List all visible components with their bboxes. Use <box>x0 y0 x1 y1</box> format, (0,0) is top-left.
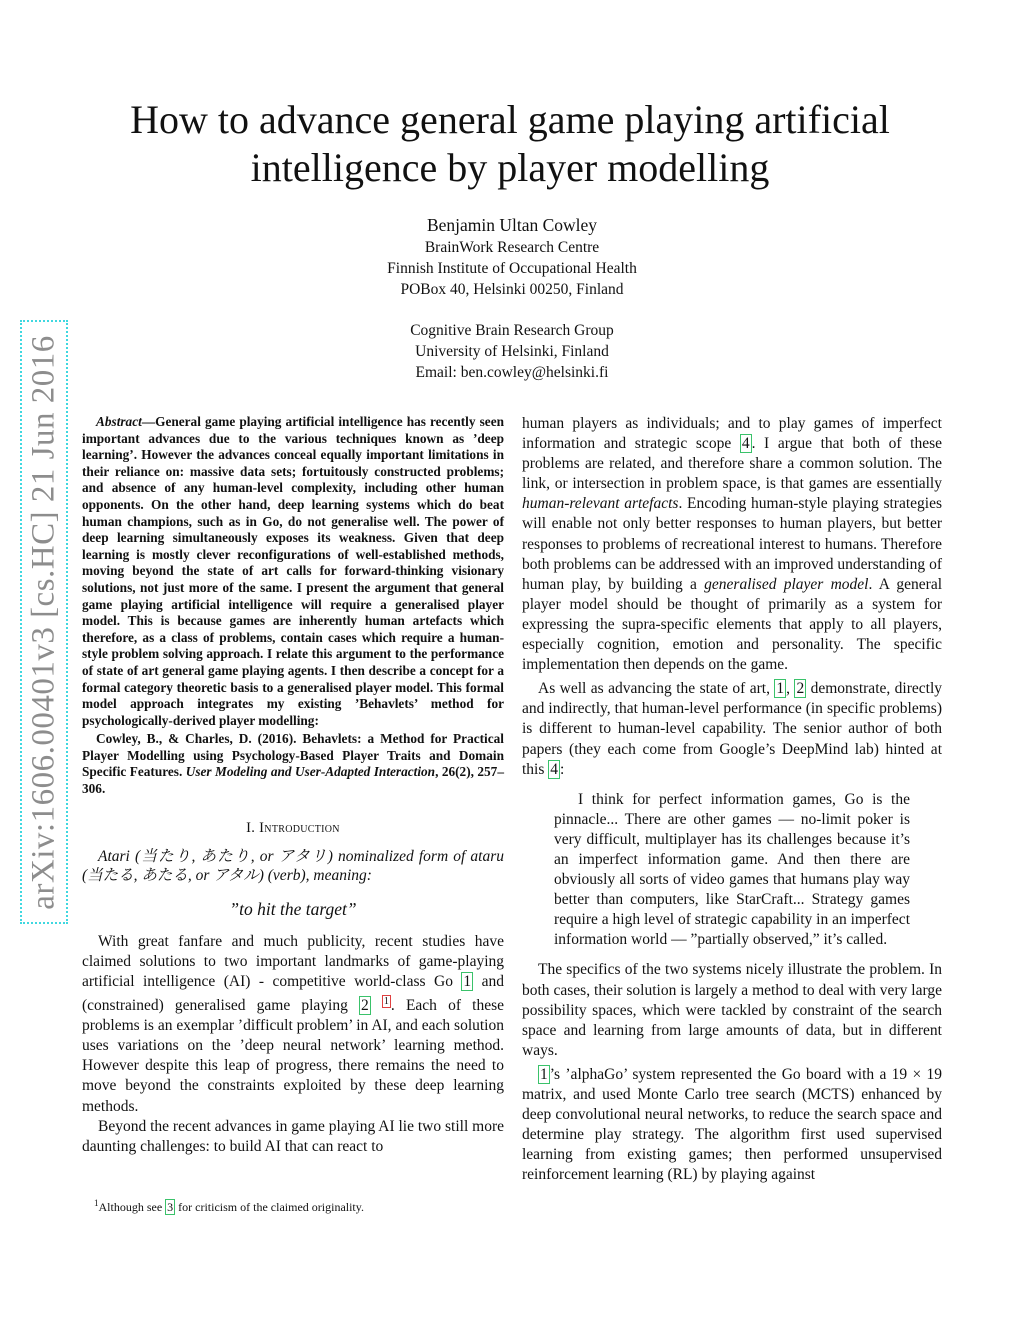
citation-link[interactable]: 2 <box>361 997 369 1015</box>
affiliation-1-line-2: Finnish Institute of Occupational Health <box>387 260 637 277</box>
epigraph-definition: Atari (当たり, あたり, or アタリ) nominalized form of ataru (当たる, あたる, or アタル) (verb), meaning: <box>82 847 504 884</box>
footnote-text-a: Although see <box>98 1200 166 1214</box>
epigraph-quote: ”to hit the target” <box>229 898 357 919</box>
citation-link[interactable]: 4 <box>741 435 750 453</box>
footnote-link[interactable]: 1 <box>383 995 389 1007</box>
citation-link[interactable]: 4 <box>550 760 559 778</box>
footnote-mark: 1 <box>94 1198 99 1208</box>
abstract-text: —General game playing artificial intelligence has recently seen important advances due to the various techniques known as ’deep learning’. However the advances conceal equally important limitations in their reliance on: massive data sets; fortuitously constructed problems; and absence of any human-level complexity, including other human opponents. On the other hand, deep learning systems which do beat human champions, such as in Go, do not generalise well. The power of deep learning simultaneously exposes its weakness. Given that deep learning is mostly clever reconfigurations of well-established methods, moving beyond the state of art calls for forward-thinking visionary solutions, not just more of the same. I present the argument that general game playing artificial intelligence will require a generalised player model. This is because games are inherently human artefacts which therefore, as a class of problems, contain cases which require a human-style problem solving approach. I relate this argument to the performance of state of art general game playing agents. I then describe a concept for a formal category theoretic basis to a generalised player model. This formal model approach integrates my existing ’Behavlets’ method for psychologically-derived player modelling: <box>82 414 504 728</box>
affiliation-1-line-1: BrainWork Research Centre <box>424 239 600 256</box>
abstract-ref-journal: User Modeling and User-Adapted Interaction <box>185 764 436 780</box>
right-p2-part-c: demonstrate, directly and indirectly, that human-level performance (in specific problems) is different to human-level capability. The senior author of both papers (they each come from Google’s DeepMind lab) hinted at this <box>522 680 943 778</box>
abstract-ref-tail: , 26(2), 257–306. <box>82 764 504 797</box>
intro-paragraph-1 <box>82 932 504 1117</box>
author-block <box>212 213 812 383</box>
affiliation-2-line-2: University of Helsinki, Finland <box>415 343 609 360</box>
author-email[interactable]: Email: ben.cowley@helsinki.fi <box>415 364 609 381</box>
affiliation-2-line-1: Cognitive Brain Research Group <box>410 322 614 339</box>
section-number: I. <box>246 819 256 836</box>
abstract-reference <box>82 731 504 797</box>
arxiv-identifier: arXiv:1606.00401v3 [cs.HC] 21 Jun 2016 <box>25 334 62 910</box>
intro-p1-part-c: . Each of these problems is an exemplar ’difficult problem’ in AI, and each solution uses variations on the ’deep neural network’ learning method. However despite this leap of progress, there remains the need to move beyond the constraints exploited by these deep learning methods. <box>82 997 504 1115</box>
left-column <box>82 414 504 1157</box>
right-paragraph-2 <box>522 679 942 779</box>
right-paragraph-3: The specifics of the two systems nicely illustrate the problem. In both cases, their solution is largely a method to deal with very large possibility spaces, which were tackled by constraint of the search space and learning from large amounts of data, but in different ways. <box>522 961 942 1059</box>
paper-title <box>90 96 930 192</box>
intro-p1-part-a: With great fanfare and much publicity, recent studies have claimed solutions to two important landmarks of game-playing artificial intelligence (AI) - competitive world-class Go <box>82 932 504 990</box>
right-p4-part-a: ’s ’alphaGo’ system represented the Go board with a 19 × 19 matrix, and used Monte Carlo tree search (MCTS) enhanced by deep convolutional neural networks, to reduce the search space and determine play strategy. The algorithm first used supervised learning from existing games; then performed unsupervised reinforcement learning (RL) by playing against <box>522 1065 942 1184</box>
right-p1-part-d: . A general player model should be thought of primarily as a system for expressing the supra-specific elements that apply to all players, especially cognition, emotion and personality. The specific implementation then depends on the game. <box>522 575 943 674</box>
emphasis-generalised-player-model: generalised player model <box>704 575 869 593</box>
right-p2-part-a: As well as advancing the state of art, <box>538 680 775 698</box>
affiliation-1-line-3: POBox 40, Helsinki 00250, Finland <box>400 281 624 298</box>
right-p2-part-d: : <box>560 760 565 778</box>
right-p1-part-c: . Encoding human-style playing strategies will enable not only better responses to human players, but better responses to problems of recreational interest to humans. Therefore both problems can be addressed with an improved understanding of human play, by building a <box>522 495 942 593</box>
citation-link[interactable]: 2 <box>796 680 805 698</box>
right-column <box>522 414 942 1185</box>
right-p2-part-b: , <box>786 680 795 698</box>
footnote-text-b: for criticism of the claimed originality. <box>175 1200 364 1214</box>
right-p1-part-b: . I argue that both of these problems are related, and therefore share a common solution. The link, or intersection in problem space, is that games are essentially <box>522 435 942 493</box>
block-quote: I think for perfect information games, Go is the pinnacle... There are other games — no-limit poker is very difficult, multiplayer has its challenges because it’s an imperfect information game. And then there are obviously all sorts of video games that humans play way better than computers, like StarCraft... Strategy games require a high level of strategic capability in an imperfect information world — ”partially observed,” it’s called. <box>554 790 910 949</box>
section-heading-introduction <box>82 820 504 837</box>
arxiv-sidebar-stamp <box>20 320 68 924</box>
citation-link[interactable]: 1 <box>463 972 472 990</box>
right-paragraph-1 <box>522 414 942 675</box>
affiliation-spacer <box>212 300 812 320</box>
right-paragraph-4 <box>522 1065 942 1186</box>
title-line-2: intelligence by player modelling <box>250 145 770 190</box>
abstract <box>82 414 504 729</box>
emphasis-human-relevant-artefacts: human-relevant artefacts <box>522 495 679 513</box>
citation-link[interactable]: 1 <box>540 1065 548 1083</box>
title-line-1: How to advance general game playing artificial <box>130 97 890 142</box>
intro-p1-part-b: and (constrained) generalised game playing <box>82 972 504 1015</box>
footnote <box>82 1196 504 1215</box>
section-title: Introduction <box>259 819 340 836</box>
right-p1-part-a: human players as individuals; and to play games of imperfect information and strategic scope <box>522 415 942 453</box>
author-name: Benjamin Ultan Cowley <box>426 215 598 235</box>
intro-paragraph-2: Beyond the recent advances in game playing AI lie two still more daunting challenges: to build AI that can react to <box>82 1117 504 1155</box>
abstract-label: Abstract <box>96 414 142 429</box>
citation-link[interactable]: 3 <box>167 1200 174 1214</box>
abstract-ref-text: Cowley, B., & Charles, D. (2016). Behavlets: a Method for Practical Player Modelling using Psychology-Based Player Traits and Domain Specific Features. <box>82 731 504 780</box>
citation-link[interactable]: 1 <box>776 680 785 698</box>
